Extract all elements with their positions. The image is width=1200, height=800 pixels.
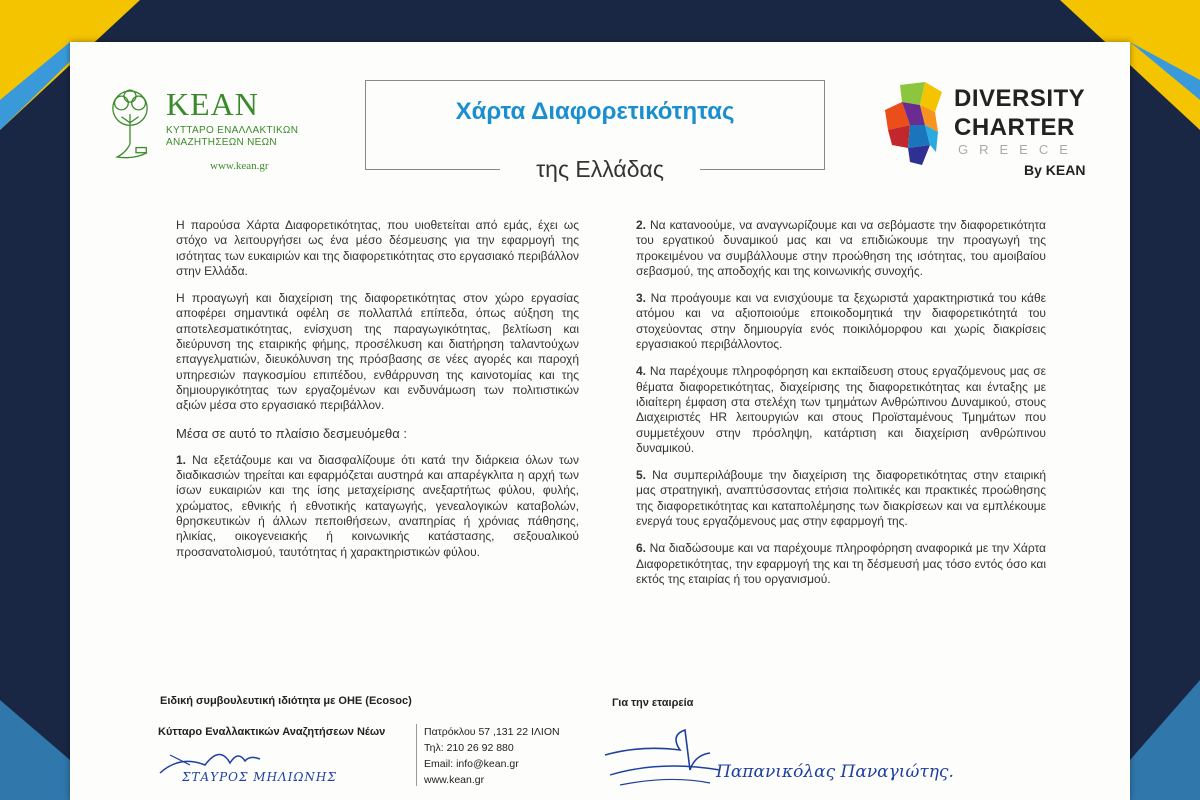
left-signature-scribble xyxy=(150,735,350,795)
footer-company-label: Για την εταιρεία xyxy=(612,697,694,709)
dc-by-kean: By KEAN xyxy=(1024,162,1086,178)
commitment-text: Να συμπεριλάβουμε την διαχείριση της διαφορετικότητας στην εταιρική μας στρατηγική, αναπτύσσοντας ετήσια πολιτικές και πρακτικές προώθησης της διαφορετικότητας και καταπολέμησης των διακρίσεων και να εμπλέκουμε ενεργά τους εργαζόμενους μας στην εφαρμογή της. xyxy=(636,468,1046,529)
contact-email: Email: info@kean.gr xyxy=(424,758,519,770)
commitment-number: 1. xyxy=(176,452,187,467)
commitment-number: 4. xyxy=(636,364,647,379)
intro-paragraph-1: Η παρούσα Χάρτα Διαφορετικότητας, που υιοθετείται από εμάς, έχει ως στόχο να λειτουργήσει ως ένα μέσο δέσμευσης για την εφαρμογή της ισότητας των ευκαιριών και της διαφορετικότητας στο εργασιακό περιβάλλον στην Ελλάδα. xyxy=(176,218,579,278)
commitment-item-6 xyxy=(636,541,1046,587)
page-subtitle: της Ελλάδας xyxy=(500,156,700,183)
commitment-number: 6. xyxy=(636,541,647,556)
intro-paragraph-2: Η προαγωγή και διαχείριση της διαφορετικότητας στον χώρο εργασίας αποφέρει σημαντικά οφέλη σε πολλαπλά επίπεδα, όπως αύξηση της αποτελεσματικότητας, ενίσχυση της παραγωγικότητας, βελτίωση και διεύρυνση της εταιρικής φήμης, προσέλκυση και διατήρηση ταλαντούχων επαγγελματιών, διευκόλυνση της πρόσβασης σε νέες αγορές και παροχή υπηρεσιών παγκοσμίου επιπέδου, ενθάρρυνση της καινοτομίας και της δημιουργικότητας των εργαζομένων και ενδυνάμωση των πολιτιστικών αξιών μέσα στο εργασιακό περιβάλλον. xyxy=(176,291,579,413)
commitment-number: 2. xyxy=(636,218,647,232)
commitment-number: 3. xyxy=(636,291,647,306)
kean-website: www.kean.gr xyxy=(210,160,269,172)
contact-address: Πατρόκλου 57 ,131 22 ΙΛΙΟΝ xyxy=(424,726,560,738)
commitment-text: Να διαδώσουμε και να παρέχουμε πληροφόρηση αναφορικά με την Χάρτα Διαφορετικότητας, την εφαρμογή της και τη δέσμευσή μας τόσο εντός όσο και εκτός της εταιρίας ή του οργανισμού. xyxy=(636,541,1046,586)
commitment-text: Να παρέχουμε πληροφόρηση και εκπαίδευση στους εργαζόμενους μας σε θέματα διαφορετικότητας, διαχείρισης της διαφορετικότητας και ένταξης με ιδιαίτερη έμφαση στα στελέχη των τμημάτων Ανθρώπινου Δυναμικού, στους Διαχειριστές HR λειτουργιών και στους Προϊσταμένους Τμημάτων που συμμετέχουν στην πρόσληψη, κατάρτιση και διαχείριση ανθρώπινου δυναμικού. xyxy=(636,364,1046,455)
footer-ecosoc-status: Ειδική συμβουλευτική ιδιότητα με ΟΗΕ (Ecosoc) xyxy=(160,695,412,707)
dc-line2: CHARTER xyxy=(954,114,1075,141)
kean-tree-logo-icon xyxy=(100,82,160,172)
commitment-item-5 xyxy=(636,468,1046,529)
left-signature-name: ΣΤΑΥΡΟΣ ΜΗΛΙΩΝΗΣ xyxy=(182,770,337,784)
commitment-item-3 xyxy=(636,291,1046,352)
commitment-heading: Μέσα σε αυτό το πλαίσιο δεσμευόμεθα : xyxy=(176,425,407,441)
diversity-charter-name xyxy=(954,84,1085,142)
diversity-charter-logo-icon xyxy=(880,80,950,170)
page-title: Χάρτα Διαφορετικότητας xyxy=(455,98,735,125)
commitment-number: 5. xyxy=(636,468,647,483)
commitment-item-4 xyxy=(636,364,1046,456)
dc-line1: DIVERSITY xyxy=(954,85,1086,112)
kean-brand-name: KEAN xyxy=(166,86,259,122)
footer-organization-name: Κύτταρο Εναλλακτικών Αναζητήσεων Νέων xyxy=(158,726,386,738)
right-column xyxy=(636,218,1046,599)
contact-website: www.kean.gr xyxy=(424,774,485,786)
footer-divider xyxy=(416,724,417,786)
dc-greece-label: GREECE xyxy=(958,142,1079,157)
commitment-item-2 xyxy=(636,218,1046,279)
kean-subtitle xyxy=(166,125,298,149)
commitment-text: Να προάγουμε και να ενισχύουμε τα ξεχωριστά χαρακτηριστικά του κάθε ατόμου και να αξιοποιούμε εποικοδομητικά την διαφορετικότητά του στοχεύοντας στην δημιουργία ενός ποικιλόμορφου και χωρίς διακρίσεις εργασιακού περιβάλλοντος. xyxy=(636,291,1046,352)
commitment-item-1 xyxy=(176,453,579,560)
kean-subtitle-line2: ΑΝΑΖΗΤΗΣΕΩΝ ΝΕΩΝ xyxy=(166,137,277,148)
contact-block xyxy=(424,724,560,788)
commitment-text: Να εξετάζουμε και να διασφαλίζουμε ότι κατά την διάρκεια όλων των διαδικασιών τηρείται και εφαρμόζεται αυστηρά και απαρέγκλιτα η αρχή των ίσων ευκαιριών και της ίσης μεταχείρισης ανεξαρτήτως φύλου, φυλής, χρώματος, εθνικής ή εθνοτικής καταγωγής, γενεαλογικών καταβολών, θρησκευτικών ή άλλων πεποιθήσεων, αναπηρίας ή χρόνιας πάθησης, ηλικίας, οικογενειακής ή κοινωνικής κατάστασης, σεξουαλικού προσανατολισμού, ταυτότητας ή χαρακτηριστικών φύλου. xyxy=(176,452,579,559)
commitment-text: Να κατανοούμε, να αναγνωρίζουμε και να σεβόμαστε την διαφορετικότητα του εργατικού δυναμικού μας και να επιδιώκουμε την προαγωγή της προκειμένου να συμβάλλουμε στην προώθηση της ισότητας, του αμοιβαίου σεβασμού, της αποδοχής και της κοινωνικής συνοχής. xyxy=(636,218,1046,278)
contact-phone: Τηλ: 210 26 92 880 xyxy=(424,742,514,754)
right-signature-name: Παπανικόλας Παναγιώτης. xyxy=(716,762,954,782)
left-column xyxy=(176,218,579,572)
kean-subtitle-line1: ΚΥΤΤΑΡΟ ΕΝΑΛΛΑΚΤΙΚΩΝ xyxy=(166,125,299,136)
